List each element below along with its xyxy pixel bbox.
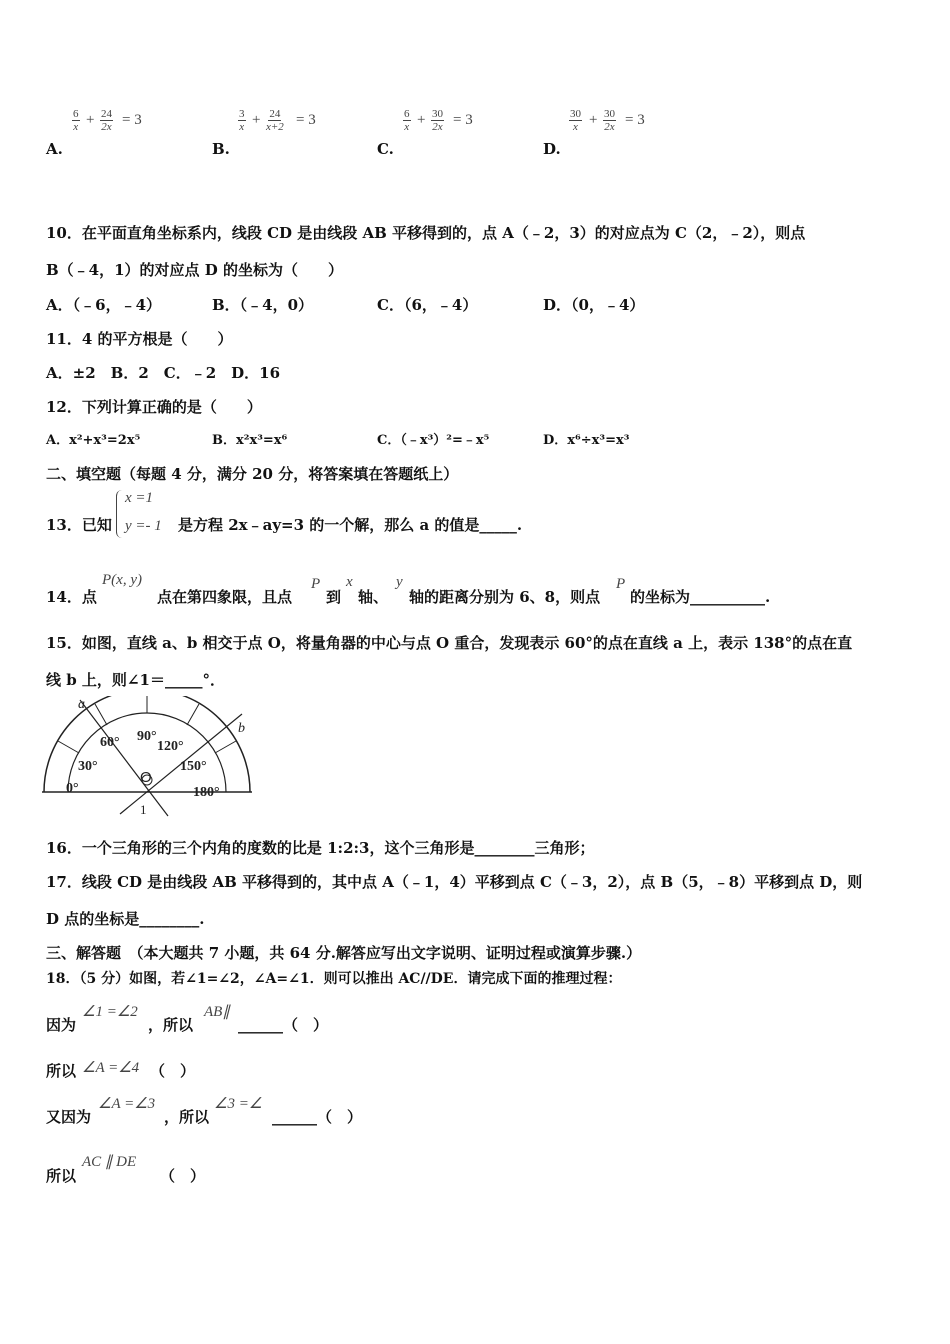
mark-30: 30° bbox=[78, 759, 98, 774]
q18-reason-1-end: ______（ ） bbox=[238, 1016, 329, 1034]
label-o: O bbox=[140, 769, 152, 786]
q14-t5: 轴的距离分别为 6、8，则点 bbox=[409, 588, 601, 606]
q18-reason-3-end: ______（ ） bbox=[272, 1108, 363, 1126]
fraction: $\frac{30}{2x}$ bbox=[604, 108, 615, 133]
section-3-heading: 三、解答题 （本大题共 7 小题，共 64 分.解答应写出文字说明、证明过程或演算步骤.） bbox=[46, 944, 642, 962]
q18-reason-2-pre: 所以 bbox=[46, 1062, 77, 1080]
option-label: A. bbox=[46, 140, 63, 158]
q10-option-d: D．（0，﹣4） bbox=[543, 296, 645, 314]
q10-stem-line2: B（﹣4，1）的对应点 D 的坐标为（ ） bbox=[46, 261, 344, 279]
q18-reason-1-math: ∠1 =∠2 bbox=[82, 1004, 138, 1020]
fraction: $\frac{24}{x+2}$ bbox=[266, 108, 284, 133]
q18-reason-1-pre: 因为 bbox=[46, 1016, 77, 1034]
q11-stem: 11．4 的平方根是（ ） bbox=[46, 330, 233, 348]
q15-stem-line2: 线 b 上，则∠1＝_____°． bbox=[46, 671, 225, 689]
q14-p2: P bbox=[311, 576, 321, 592]
q18-reason-2-end: （ ） bbox=[150, 1062, 196, 1080]
q18-reason-4-end: （ ） bbox=[160, 1167, 206, 1185]
tick-30 bbox=[58, 741, 79, 753]
q18-reason-2-math: ∠A =∠4 bbox=[82, 1060, 140, 1076]
option-label: B. bbox=[212, 140, 230, 158]
mark-120: 120° bbox=[157, 739, 184, 754]
q18-reason-3-mid: ，所以 bbox=[164, 1108, 210, 1126]
q11-options: A．±2 B．2 C．﹣2 D．16 bbox=[46, 364, 281, 382]
q10-option-b: B．（﹣4，0） bbox=[212, 296, 314, 314]
line-a bbox=[80, 700, 168, 816]
fraction: $\frac{30}{x}$ bbox=[570, 108, 581, 133]
q14-t3: 到 bbox=[326, 588, 342, 606]
q12-stem: 12．下列计算正确的是（ ） bbox=[46, 398, 262, 416]
q18-reason-3-math2: ∠3 =∠ bbox=[214, 1096, 263, 1112]
q13-eq2: y =- 1 bbox=[125, 518, 162, 534]
q14-t6: 的坐标为__________. bbox=[630, 588, 771, 606]
mark-90: 90° bbox=[137, 729, 157, 744]
label-a: a bbox=[78, 697, 85, 712]
q13-prefix: 13．已知 bbox=[46, 516, 112, 534]
mark-180: 180° bbox=[193, 785, 220, 800]
q17-stem-line2: D 点的坐标是________. bbox=[46, 910, 205, 928]
q10-stem-line1: 10．在平面直角坐标系内，线段 CD 是由线段 AB 平移得到的，点 A（﹣2，3）的对应点为 C（2，﹣2），则点 bbox=[46, 224, 806, 242]
q14-t2: 点在第四象限，且点 bbox=[157, 588, 293, 606]
label-b: b bbox=[238, 721, 245, 736]
q13-eq1: x =1 bbox=[125, 490, 154, 506]
q18-reason-3-math: ∠A =∠3 bbox=[98, 1096, 156, 1112]
protractor-figure bbox=[40, 696, 260, 820]
q13-suffix: 是方程 2x﹣ay=3 的一个解，那么 a 的值是_____. bbox=[178, 516, 523, 534]
q18-stem: 18．（5 分）如图，若∠1=∠2，∠A=∠1．则可以推出 AC//DE．请完成下面的推理过程： bbox=[46, 971, 622, 987]
tick-150 bbox=[215, 741, 236, 753]
q12-option-c: C．（﹣x³）²=﹣x⁵ bbox=[377, 433, 490, 448]
mark-60: 60° bbox=[100, 735, 120, 750]
q14-p3: P bbox=[616, 576, 626, 592]
option-label: C. bbox=[377, 140, 394, 158]
label-angle-1: 1 bbox=[140, 802, 147, 817]
q14-t4: 轴、 bbox=[358, 588, 389, 606]
fraction: $\frac{6}{x}$ bbox=[404, 108, 410, 133]
q12-option-a: A．x²+x³=2x⁵ bbox=[46, 433, 141, 448]
q18-reason-4-math: AC ∥ DE bbox=[82, 1154, 137, 1170]
option-label: D. bbox=[543, 140, 561, 158]
q10-option-c: C．（6，﹣4） bbox=[377, 296, 478, 314]
q15-stem-line1: 15．如图，直线 a、b 相交于点 O，将量角器的中心与点 O 重合，发现表示 60°的点在直线 a 上，表示 138°的点在直 bbox=[46, 634, 853, 652]
fraction: $\frac{3}{x}$ bbox=[239, 108, 245, 133]
q18-reason-3-pre: 又因为 bbox=[46, 1108, 92, 1126]
q17-stem-line1: 17．线段 CD 是由线段 AB 平移得到的，其中点 A（﹣1，4）平移到点 C（﹣3，2），点 B（5，﹣8）平移到点 D，则 bbox=[46, 873, 863, 891]
q14-p: P(x, y) bbox=[102, 572, 142, 588]
q10-option-a: A．（﹣6，﹣4） bbox=[46, 296, 162, 314]
q14-x: x bbox=[346, 574, 353, 590]
q12-option-d: D．x⁶÷x³=x³ bbox=[543, 433, 630, 448]
mark-150: 150° bbox=[180, 759, 207, 774]
mark-0: 0° bbox=[66, 781, 79, 796]
fraction: $\frac{24}{2x}$ bbox=[101, 108, 112, 133]
q14-t1: 14．点 bbox=[46, 588, 97, 606]
q14-y: y bbox=[396, 574, 403, 590]
q16-stem: 16．一个三角形的三个内角的度数的比是 1:2:3，这个三角形是________三角形； bbox=[46, 839, 595, 857]
q18-reason-1-mid: ，所以 bbox=[148, 1016, 194, 1034]
q18-reason-1-math2: AB∥ bbox=[204, 1004, 230, 1020]
fraction: $\frac{30}{2x}$ bbox=[432, 108, 443, 133]
brace-icon bbox=[116, 490, 125, 538]
fraction: $\frac{6}{x}$ bbox=[73, 108, 79, 133]
q12-option-b: B．x²x³=x⁶ bbox=[212, 433, 288, 448]
tick-120 bbox=[187, 704, 199, 725]
q18-reason-4-pre: 所以 bbox=[46, 1167, 77, 1185]
section-2-heading: 二、填空题（每题 4 分，满分 20 分，将答案填在答题纸上） bbox=[46, 465, 459, 483]
